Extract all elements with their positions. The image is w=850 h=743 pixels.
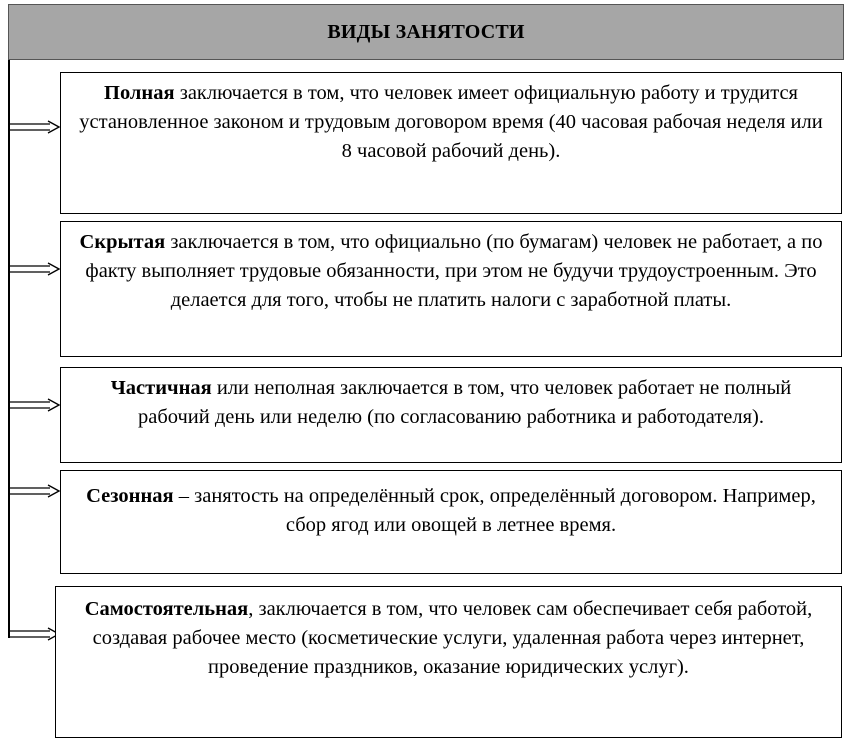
employment-type-description: – занятость на определённый срок, определённый договором. Например, сбор ягод или овощей в летнее время.	[173, 485, 816, 536]
employment-type-self-employed-box	[55, 586, 842, 738]
diagram-title	[8, 4, 844, 60]
arrow-right-icon	[8, 262, 60, 276]
employment-type-full-box	[60, 72, 842, 214]
arrow-right-icon	[8, 398, 60, 412]
employment-type-hidden-box	[60, 221, 842, 357]
arrow-right-icon	[8, 627, 60, 641]
employment-type-seasonal-box	[60, 470, 842, 574]
employment-type-description: заключается в том, что официально (по бумагам) человек не работает, а по факту выполняет трудовые обязанности, при этом не будучи трудоустроенным. Это делается для того, чтобы не платить налоги с заработной платы.	[85, 231, 823, 311]
employment-type-term: Самостоятельная	[84, 598, 249, 620]
arrow-right-icon	[8, 120, 60, 134]
arrow-right-icon	[8, 484, 60, 498]
employment-type-term: Частичная	[110, 377, 212, 399]
connector-trunk-line	[8, 60, 10, 638]
employment-type-term: Скрытая	[79, 231, 166, 253]
employment-type-term: Полная	[104, 82, 175, 104]
employment-type-partial-box	[60, 367, 842, 463]
employment-type-term: Сезонная	[86, 485, 174, 507]
diagram-title-text: ВИДЫ ЗАНЯТОСТИ	[327, 20, 525, 43]
employment-type-description: заключается в том, что человек имеет официальную работу и трудится установленное законом и трудовым договором время (40 часовая рабочая неделя или 8 часовой рабочий день).	[79, 82, 823, 162]
employment-type-description: , заключается в том, что человек сам обеспечивает себя работой, создавая рабочее место (косметические услуги, удаленная работа через интернет, проведение праздников, оказание юридических услуг).	[92, 598, 813, 678]
employment-type-description: или неполная заключается в том, что человек работает не полный рабочий день или неделю (по согласованию работника и работодателя).	[137, 377, 792, 428]
